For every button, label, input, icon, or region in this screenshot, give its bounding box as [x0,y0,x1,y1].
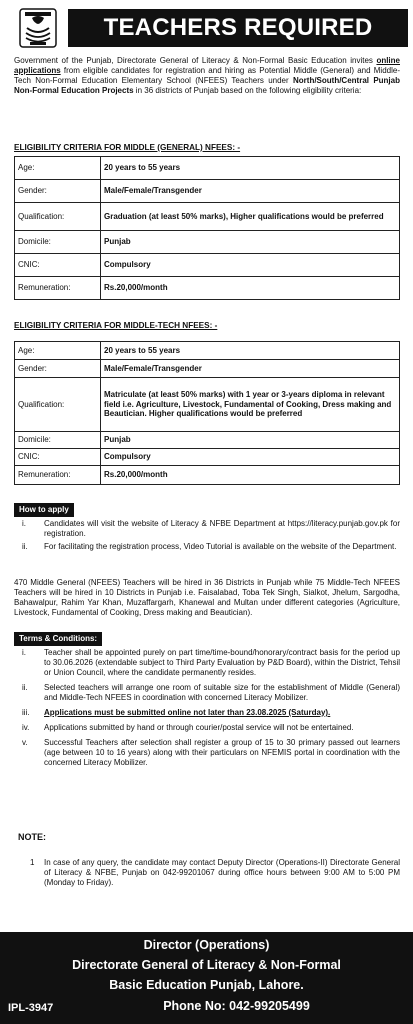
table-row [15,254,400,277]
criteria-value: Matriculate (at least 50% marks) with 1 year or 3-years diploma in relevant field i.e. Agriculture, Livestock, Fundamental of Cooking, Dress making and Beautician. Higher qualifications would be preferred [101,378,400,432]
criteria-label: Domicile: [15,432,101,449]
list-item [14,738,400,768]
footer-directorate: Directorate General of Literacy & Non-Formal [72,958,341,972]
criteria-value: Graduation (at least 50% marks), Higher qualifications would be preferred [101,203,400,231]
table-row [15,277,400,300]
list-item-number: iv. [22,723,30,732]
list-item-number: 1 [30,858,35,867]
table-row [15,432,400,449]
note-heading: NOTE: [18,832,46,842]
header [6,6,407,50]
list-item-text: In case of any query, the candidate may contact Deputy Director (Operations-II) Directorate General of Literacy & NFBE, Punjab on 042-99201067 during office hours between 9:00 AM to 5:00 PM (Monday to Friday). [44,858,400,887]
punjab-emblem-icon [16,6,60,50]
list-item [14,648,400,678]
table-row [15,342,400,360]
list-item-number: iii. [22,708,30,717]
criteria-label: Domicile: [15,231,101,254]
table-row [15,180,400,203]
criteria-label: Age: [15,157,101,180]
list-item-text: Selected teachers will arrange one room of suitable size for the establishment of Middle (General) and Middle-Tech NFEES in coordination with concerned Literacy Mobilizer. [44,683,400,702]
list-item-text: Applications submitted by hand or through courier/postal service will not be entertained. [44,723,354,732]
list-item-number: i. [22,648,26,657]
general-criteria-table [14,156,400,300]
table-row [15,466,400,485]
terms-list [14,648,400,771]
criteria-value: Rs.20,000/month [101,466,400,485]
intro-text-2: from eligible candidates for registration and hiring as Potential Middle (General) and Middle-Tech Non-Formal Education Elementary School (NFEES) Teachers under [14,66,400,85]
criteria-label: Age: [15,342,101,360]
intro-bold-2: North/South/Central Punjab Non-Formal Education Projects [14,76,400,95]
intro-text-3: in 36 districts of Punjab based on the following eligibility criteria: [133,86,362,95]
terms-tag: Terms & Conditions: [14,632,102,646]
footer-contact-block [0,932,413,1024]
list-item-number: v. [22,738,28,747]
list-item-text: Candidates will visit the website of Literacy & NFBE Department at https://literacy.punjab.gov.pk for registration. [44,519,400,538]
list-item [14,542,400,552]
list-item-number: i. [22,519,26,528]
note-list [14,858,400,891]
table-row [15,378,400,432]
criteria-value: Compulsory [101,449,400,466]
criteria-label: Qualification: [15,378,101,432]
intro-paragraph [14,56,400,96]
footer-phone: Phone No: 042-99205499 [163,999,310,1013]
list-item-text: Teacher shall be appointed purely on part time/time-bound/honorary/contract basis for the period up to 30.06.2026 (extendable subject to Third Party Evaluation by P&D Board), within the District, Tehsil or Union Council, where the candidate permanently resides. [44,648,400,677]
list-item-number: ii. [22,542,28,551]
criteria-label: Remuneration: [15,466,101,485]
criteria-label: CNIC: [15,449,101,466]
intro-text-1: Government of the Punjab, Directorate General of Literacy & Non-Formal Basic Education invites [14,56,377,65]
criteria-value: Punjab [101,231,400,254]
list-item [14,519,400,539]
intro-bold-1: online applications [14,56,400,75]
criteria-value: 20 years to 55 years [101,342,400,360]
tech-criteria-table [14,341,400,485]
criteria-value: 20 years to 55 years [101,157,400,180]
districts-paragraph: 470 Middle General (NFEES) Teachers will be hired in 36 Districts in Punjab while 75 Middle-Tech NFEES Teachers will be hired in 10 Districts in Punjab i.e. Faisalabad, Toba Tek Singh, Sialkot, Jhelum, Sargodha, Bahawalpur, Rahim Yar Khan, Muzaffargarh, Khanewal and Multan under different categories (Agriculture, Livestock, Fundamental of Cooking, Dress making and Beautician). [14,578,400,617]
list-item [14,723,400,733]
criteria-label: Gender: [15,360,101,378]
criteria-value: Male/Female/Transgender [101,360,400,378]
how-to-apply-tag: How to apply [14,503,74,517]
list-item-text: For facilitating the registration process, Video Tutorial is available on the website of the Department. [44,542,397,551]
footer-director: Director (Operations) [143,938,270,952]
criteria-value: Punjab [101,432,400,449]
criteria-label: Gender: [15,180,101,203]
criteria-value: Rs.20,000/month [101,277,400,300]
table-row [15,203,400,231]
list-item-text: Successful Teachers after selection shall register a group of 15 to 30 primary passed out learners (age between 10 to 16 years) along with their particulars on NFEMIS portal in coordination with the concerned Literacy Mobilizer. [44,738,400,767]
how-to-apply-list [14,519,400,555]
list-item [14,683,400,703]
tech-criteria-title: ELIGIBILITY CRITERIA FOR MIDDLE-TECH NFEES: - [14,321,218,330]
list-item-text: Applications must be submitted online not later than 23.08.2025 (Saturday). [44,708,331,717]
footer-ipl-code: IPL-3947 [8,1002,54,1014]
table-row [15,231,400,254]
criteria-value: Male/Female/Transgender [101,180,400,203]
footer-address: Basic Education Punjab, Lahore. [109,978,304,992]
list-item-number: ii. [22,683,28,692]
table-row [15,157,400,180]
list-item [14,858,400,888]
criteria-label: CNIC: [15,254,101,277]
general-criteria-title: ELIGIBILITY CRITERIA FOR MIDDLE (GENERAL) NFEES: - [14,143,241,152]
table-row [15,360,400,378]
criteria-label: Qualification: [15,203,101,231]
page-title: TEACHERS REQUIRED [68,9,408,47]
criteria-value: Compulsory [101,254,400,277]
table-row [15,449,400,466]
criteria-label: Remuneration: [15,277,101,300]
list-item [14,708,400,718]
